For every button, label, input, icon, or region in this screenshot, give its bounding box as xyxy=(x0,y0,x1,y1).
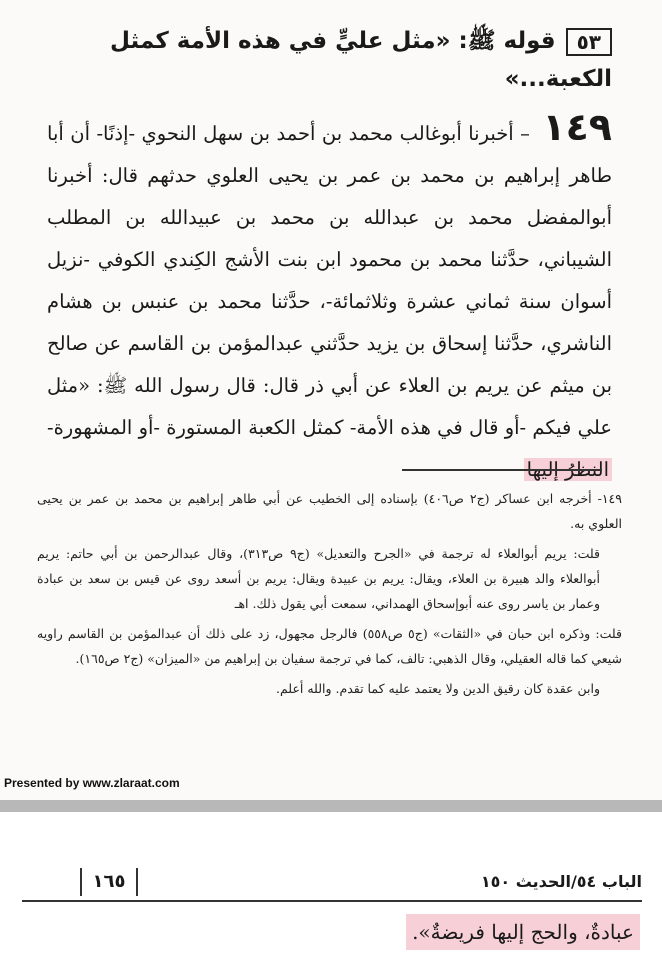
page-number: ١٦٥ xyxy=(80,868,138,896)
chapter-number-box: ٥٣ xyxy=(566,28,612,56)
chapter-heading xyxy=(52,22,612,98)
running-header: الباب ٥٤/الحديث ١٥٠ xyxy=(480,872,642,891)
footnotes xyxy=(37,486,622,706)
footnote-paragraph: قلت: يريم أبوالعلاء له ترجمة في «الجرح والتعديل» (ج٩ ص٣١٣)، وقال عبدالرحمن بن أبي حاتم: يريم أبوالعلاء والد هبيرة بن العلاء، ويقال: يريم بن عبيدة ويقال: يريم بن أسعد روى عن قيس بن سعد بن عبادة وعمار بن ياسر روى عنه أبوإسحاق الهمداني، سمعت أبي يقول ذلك. اهـ xyxy=(37,546,600,611)
page-separator xyxy=(0,800,662,812)
footnote-divider xyxy=(402,469,602,471)
hadith-number: ١٤٩ xyxy=(542,105,612,149)
hadith-text xyxy=(47,105,612,491)
chapter-title: قوله ﷺ: «مثل عليٍّ في هذه الأمة كمثل الكعبة...» xyxy=(110,28,612,92)
footnote-paragraph: قلت: وذكره ابن حبان في «الثقات» (ج٥ ص٥٥٨) فالرجل مجهول، زد على ذلك أن عبدالمؤمن بن القاسم راويه شيعي كما قاله العقيلي، وقال الذهبي: تالف، كما في ترجمة سفيان بن إبراهيم من «الميزان» (ج٢ ص١٦٥). xyxy=(37,626,622,666)
highlighted-phrase: النظرُ إليها xyxy=(524,458,612,481)
hadith-body: – أخبرنا أبوغالب محمد بن أحمد بن سهل النحوي -إذنًا- أن أبا طاهر إبراهيم بن محمد بن عمر بن يحيى العلوي حدثهم قال: أخبرنا أبوالمفضل محمد بن عبدالله بن محمد بن عبيدالله بن المطلب الشيباني، حدَّثنا محمد بن محمود ابن بنت الأشج الكِندي الكوفي -نزيل أسوان سنة ثماني عشرة وثلاثمائة-، حدَّثنا محمد بن عنبس بن هشام الناشري، حدَّثنا إسحاق بن يزيد حدَّثني عبدالمؤمن بن القاسم عن صالح بن ميثم عن يريم بن العلاء عن أبي ذر قال: قال رسول الله ﷺ: «مثل علي فيكم -أو قال في هذه الأمة- كمثل الكعبة المستورة -أو المشهورة- xyxy=(47,122,612,439)
presented-by-credit: Presented by www.zlaraat.com xyxy=(4,776,180,790)
next-page-fragment xyxy=(0,812,662,960)
continuation-text: عبادةٌ، والحج إليها فريضةٌ». xyxy=(406,914,640,950)
footnote-source: ١٤٩- أخرجه ابن عساكر (ج٢ ص٤٠٦) بإسناده إلى الخطيب عن أبي طاهر إبراهيم بن محمد بن عمر بن يحيى العلوي به. xyxy=(37,491,622,531)
footnote-paragraph: وابن عقدة كان رقيق الدين ولا يعتمد عليه كما تقدم. والله أعلم. xyxy=(276,681,600,696)
header-rule xyxy=(22,900,642,902)
